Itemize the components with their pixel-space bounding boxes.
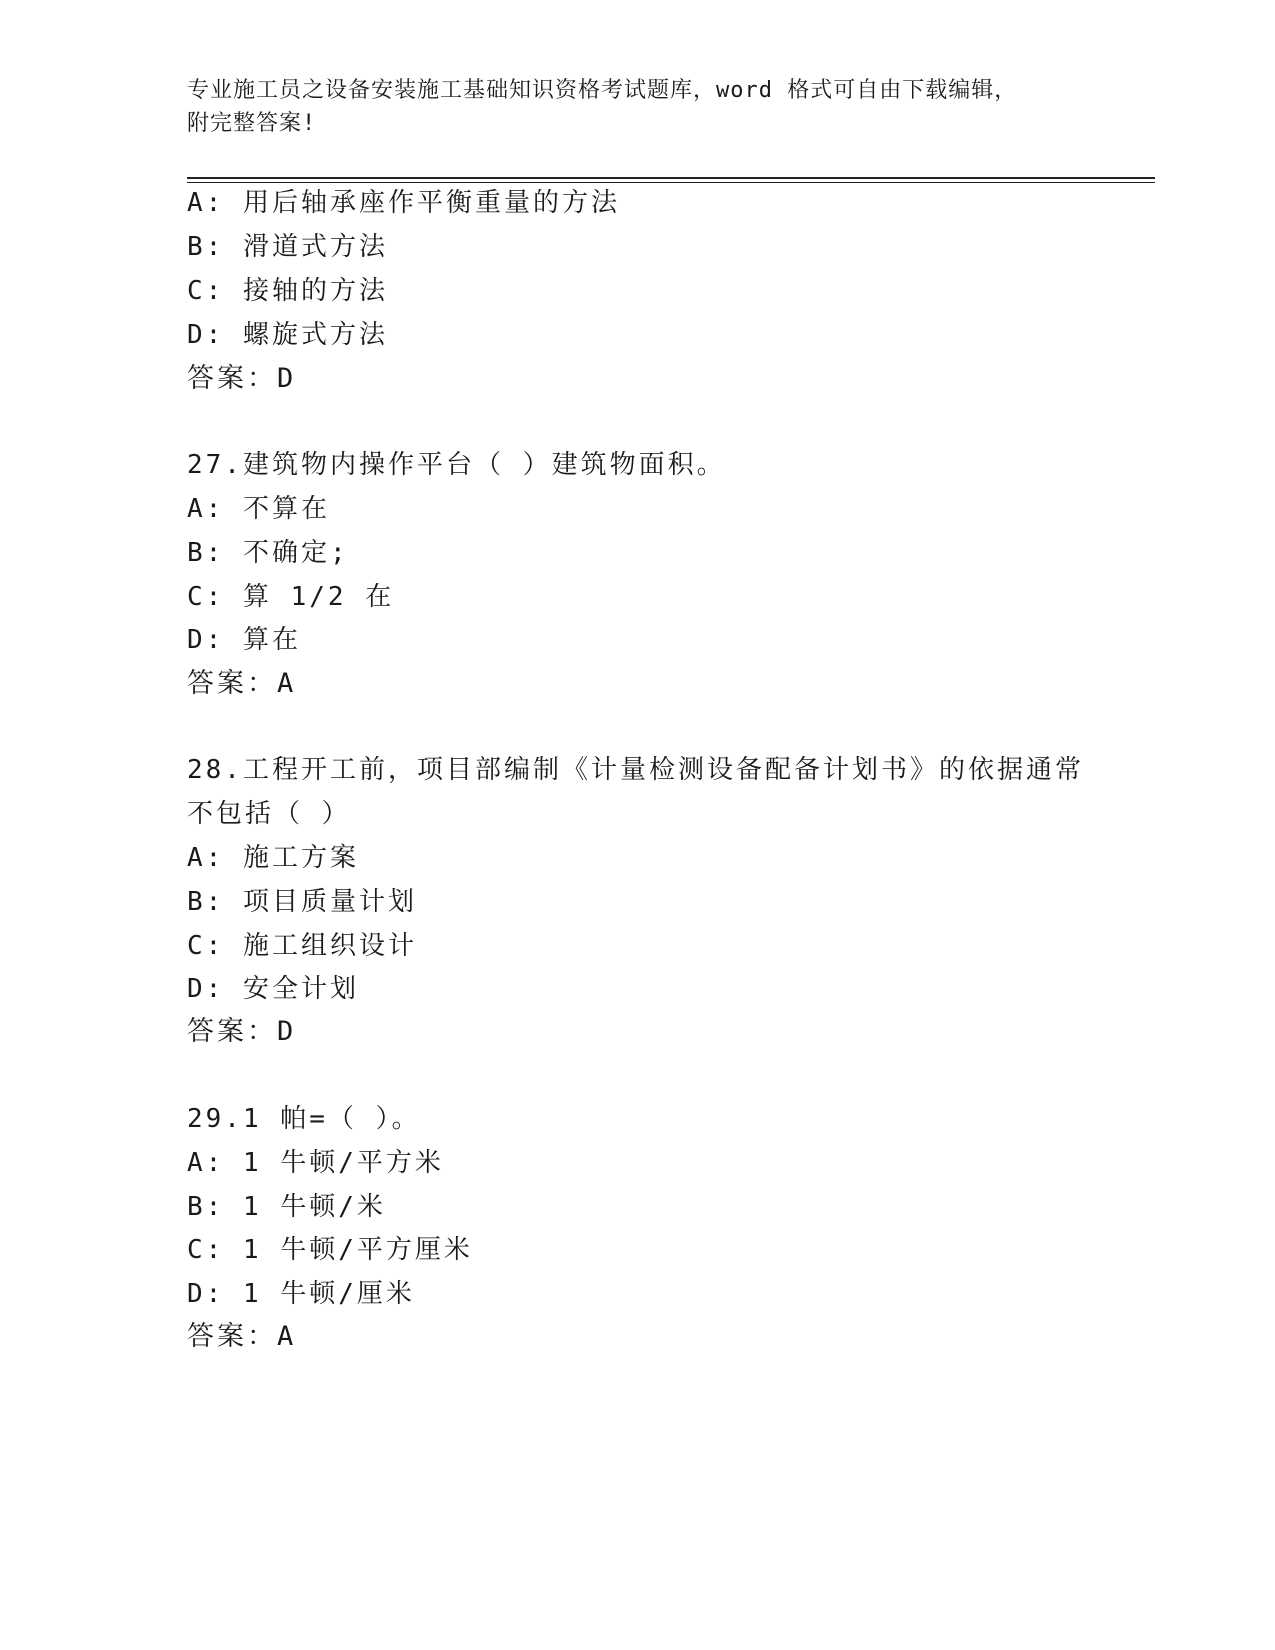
q29-option-d: D: 1 牛顿/厘米: [187, 1279, 415, 1309]
q28-option-c: C: 施工组织设计: [187, 931, 417, 961]
q28-question-line-2: 不包括（ ）: [187, 799, 351, 829]
q28-option-d: D: 安全计划: [187, 974, 359, 1004]
q28-option-a: A: 施工方案: [187, 843, 359, 873]
q28-question-line-1: 28.工程开工前，项目部编制《计量检测设备配备计划书》的依据通常: [187, 755, 1084, 785]
q29-option-b: B: 1 牛顿/米: [187, 1192, 386, 1222]
header-divider-thin: [187, 182, 1155, 183]
q27-option-b: B: 不确定;: [187, 538, 349, 568]
q29-option-a: A: 1 牛顿/平方米: [187, 1148, 444, 1178]
q27-option-d: D: 算在: [187, 625, 301, 655]
q29-answer: 答案：A: [187, 1321, 297, 1352]
q26-option-d: D: 螺旋式方法: [187, 320, 388, 350]
header-divider-thick: [187, 177, 1155, 179]
q27-question: 27.建筑物内操作平台（ ）建筑物面积。: [187, 450, 726, 480]
q28-answer: 答案：D: [187, 1016, 297, 1047]
header-line-2: 附完整答案!: [187, 111, 317, 136]
q28-option-b: B: 项目质量计划: [187, 887, 417, 917]
q26-option-a: A: 用后轴承座作平衡重量的方法: [187, 188, 620, 218]
q27-option-c: C: 算 1/2 在: [187, 582, 395, 612]
q29-option-c: C: 1 牛顿/平方厘米: [187, 1235, 473, 1265]
q29-question: 29.1 帕=（ ）。: [187, 1104, 421, 1134]
q26-option-b: B: 滑道式方法: [187, 232, 388, 262]
q27-answer: 答案：A: [187, 668, 297, 699]
document-header: [187, 74, 1087, 140]
q27-option-a: A: 不算在: [187, 494, 330, 524]
q26-answer: 答案：D: [187, 363, 297, 394]
header-line-1: 专业施工员之设备安装施工基础知识资格考试题库，word 格式可自由下载编辑，: [187, 78, 1018, 103]
q26-option-c: C: 接轴的方法: [187, 276, 388, 306]
